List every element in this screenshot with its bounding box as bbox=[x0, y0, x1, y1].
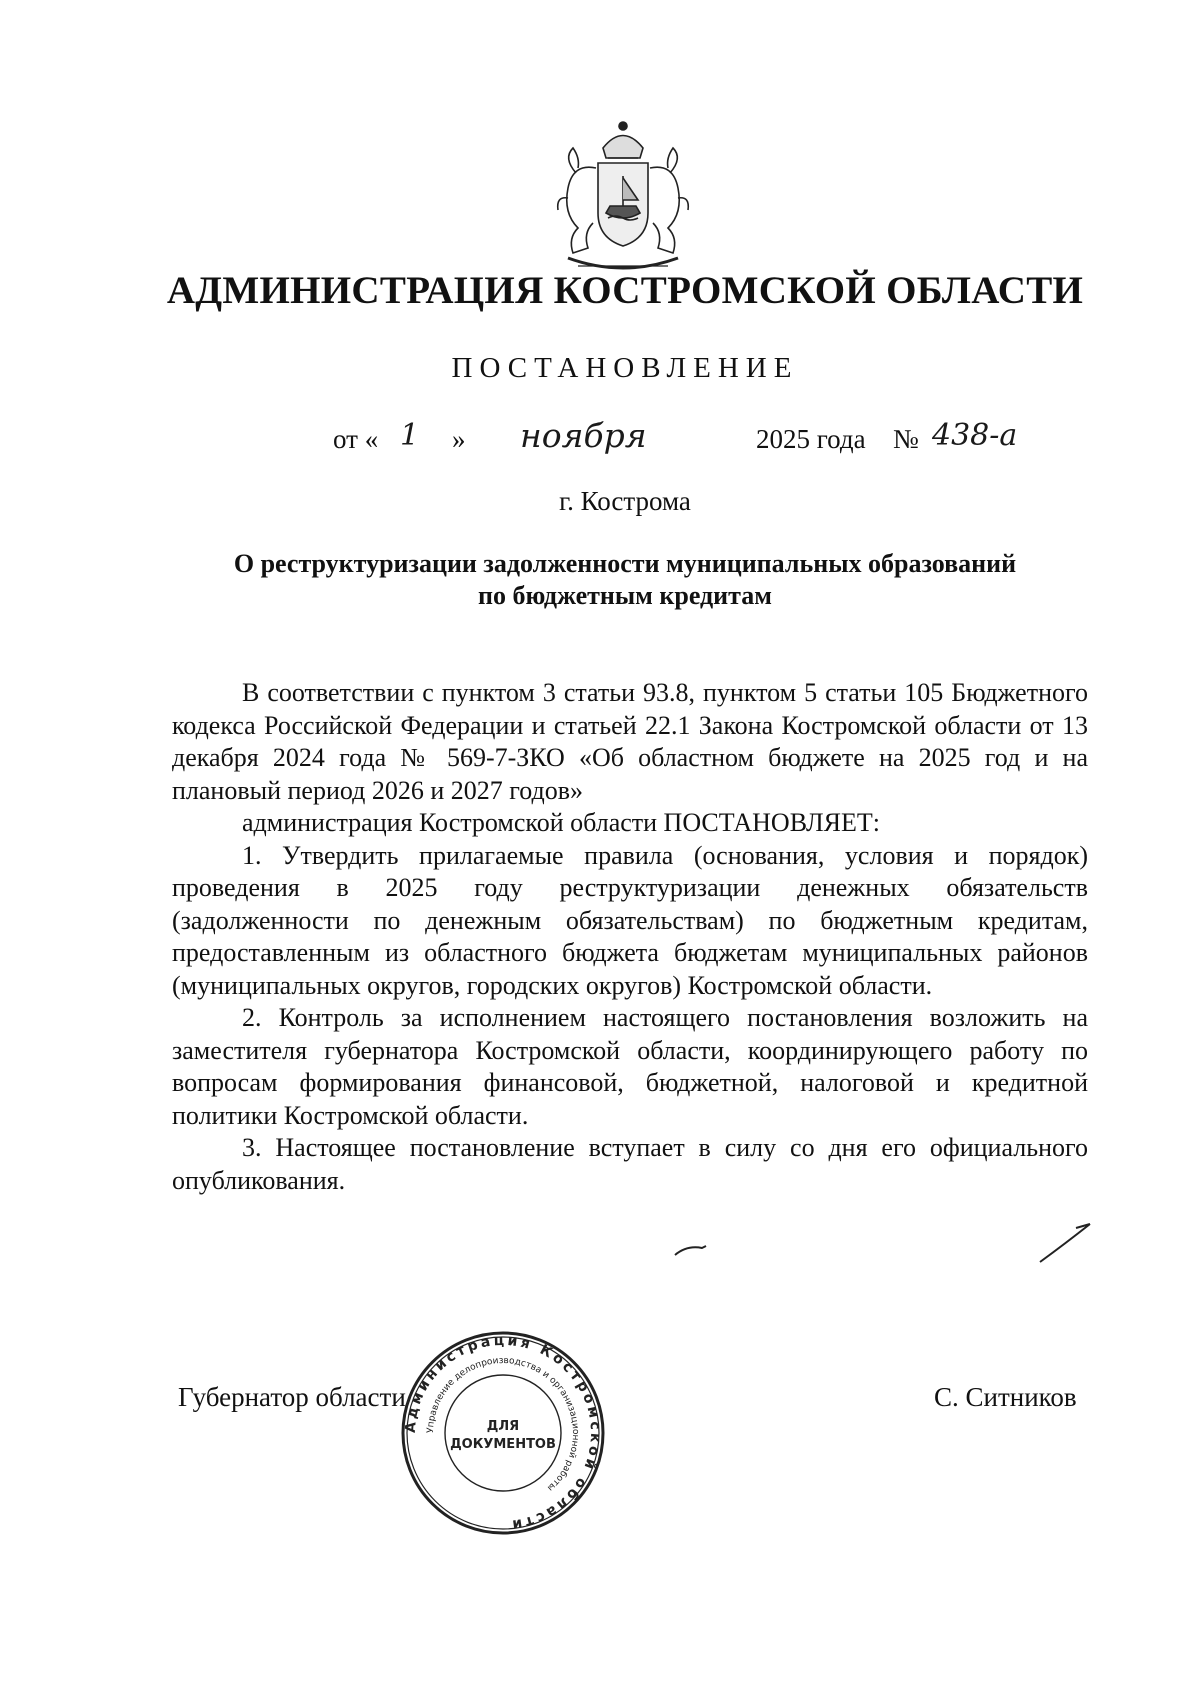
signatory-name: С. Ситников bbox=[934, 1382, 1077, 1412]
date-close-quote: » bbox=[452, 424, 466, 454]
stamp-center-line-2: ДОКУМЕНТОВ bbox=[450, 1437, 556, 1452]
document-body bbox=[172, 677, 1088, 1197]
signatory-position: Губернатор области bbox=[178, 1382, 406, 1412]
organization-title: АДМИНИСТРАЦИЯ КОСТРОМСКОЙ ОБЛАСТИ bbox=[166, 269, 1084, 312]
date-year: 2025 года bbox=[756, 424, 866, 454]
date-month-handwritten: ноября bbox=[520, 416, 647, 455]
stamp-ring-text: Администрация Костромской области bbox=[402, 1332, 604, 1533]
subject-line-1: О реструктуризации задолженности муниципальных образований bbox=[233, 549, 1017, 578]
document-type: ПОСТАНОВЛЕНИЕ bbox=[451, 352, 799, 384]
date-line bbox=[0, 416, 1200, 470]
number-sign: № bbox=[893, 424, 919, 454]
signature-tick-icon bbox=[1036, 1218, 1096, 1268]
initial-mark-icon bbox=[672, 1240, 712, 1260]
document-subject bbox=[0, 548, 1200, 612]
official-stamp-icon bbox=[398, 1328, 608, 1538]
date-day-handwritten: 1 bbox=[400, 418, 420, 453]
date-prefix: от « bbox=[333, 424, 379, 454]
resolves-paragraph: администрация Костромской области ПОСТАНОВЛЯЕТ: bbox=[242, 808, 881, 837]
subject-line-2: по бюджетным кредитам bbox=[478, 581, 772, 610]
city: г. Кострома bbox=[559, 486, 691, 516]
item-1-paragraph: 1. Утвердить прилагаемые правила (основания, условия и порядок) проведения в 2025 году реструктуризации денежных обязательств (задолженности по денежным обязательствам) по бюджетным кредитам, предоставленным из областного бюджета бюджетам муниципальных районов (муниципальных округов, городских округов) Костромской области. bbox=[172, 840, 1088, 1000]
coat-of-arms-icon bbox=[548, 118, 698, 278]
document-number-handwritten: 438-а bbox=[932, 418, 1018, 453]
item-3-paragraph: 3. Настоящее постановление вступает в силу со дня его официального опубликования. bbox=[172, 1133, 1088, 1195]
item-2-paragraph: 2. Контроль за исполнением настоящего постановления возложить на заместителя губернатора Костромской области, координирующего работу по вопросам формирования финансовой, бюджетной, налоговой и кредитной политики Костромской области. bbox=[172, 1003, 1088, 1130]
preamble-paragraph: В соответствии с пунктом 3 статьи 93.8, пунктом 5 статьи 105 Бюджетного кодекса Российской Федерации и статьей 22.1 Закона Костромской области от 13 декабря 2024 года № 569-7-ЗКО «Об областном бюджете на 2025 год и на плановый период 2026 и 2027 годов» bbox=[172, 678, 1088, 805]
stamp-inner-ring-text: Управление делопроизводства и организационной работы bbox=[425, 1355, 581, 1493]
stamp-center-line-1: ДЛЯ bbox=[486, 1419, 520, 1434]
